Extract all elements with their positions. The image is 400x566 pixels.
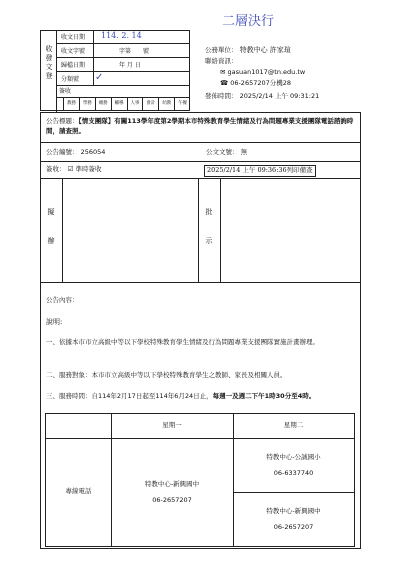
draft-label: 擬辦 (47, 208, 55, 266)
archive-date-value: 年 月 日 (119, 62, 141, 69)
category-label: 分類號 (61, 76, 80, 83)
dept-accounting: 會計 (143, 97, 159, 111)
publish-time: 發佈時間： 2025/2/14 上午 09:31:21 (205, 92, 320, 100)
contact-phone: ☎ 06-2657207分機28 (220, 79, 292, 87)
tuesday-cell-2 (233, 492, 354, 546)
contact-email: ✉ gasuan1017@tn.edu.tw (220, 68, 306, 76)
content-label: 公告內容： (46, 296, 79, 304)
paragraph-1: 一、依據本市市立高級中等以下學校特殊教育學生情緒及行為問題專業支援團隊實施計畫辦理。 (46, 338, 319, 346)
sign-check-icon: ☑ (67, 165, 74, 173)
dept-counseling: 輔導 (112, 97, 128, 111)
tuesday-name-1: 特教中心-公誠國小 (266, 453, 321, 461)
content-intro: 說明: (46, 318, 63, 326)
doc-type: 公文文號： 無 (206, 148, 248, 156)
signature-label: 簽收 (59, 88, 72, 95)
receipt-box (40, 30, 190, 111)
tuesday-name-2: 特教中心-新興國中 (266, 507, 321, 515)
table-header-empty (46, 414, 111, 438)
receipt-number-value: 字第 號 (119, 48, 150, 55)
dept-preschool: 幼教 (159, 97, 175, 111)
contact-label: 聯絡資訊： (205, 57, 238, 65)
check-mark-icon: ✓ (95, 72, 104, 83)
tuesday-phone-2: 06-2657207 (273, 523, 314, 531)
handwritten-note: 二層決行 (222, 14, 275, 29)
sender-unit: 公務單位： 特教中心 許家瑄 (205, 46, 291, 54)
dept-personnel: 人事 (128, 97, 144, 111)
paragraph-2: 二、服務對象：本市市立高級中等以下學校特殊教育學生之教師、家長及相關人員。 (46, 371, 287, 379)
tuesday-cell-1 (233, 438, 354, 492)
receipt-date-label: 收文日期 (61, 34, 86, 41)
phone-icon: ☎ (220, 79, 229, 87)
receipt-side-label: 收發文登 (45, 45, 53, 81)
dept-academic: 教務 (64, 97, 80, 111)
header-tuesday: 星期二 (283, 421, 304, 430)
doc-number: 公告編號： 256054 (46, 148, 106, 156)
receipt-date-value: 114. 2. 14 (101, 31, 142, 40)
receipt-number-label: 收文字號 (61, 48, 86, 55)
department-columns (56, 97, 190, 111)
signature-label-small (56, 97, 64, 111)
sign-status: 簽收： ☑ 準時簽收 (46, 165, 102, 173)
approve-label: 批示 (205, 208, 213, 266)
monday-cell (111, 438, 233, 546)
row-label-hotline: 專線電話 (65, 487, 92, 496)
schedule-table (45, 413, 355, 547)
archive-date-label: 歸檔日期 (61, 62, 86, 69)
dept-general-affairs: 總務 (96, 97, 112, 111)
paragraph-3: 三、服務時間：自114年2月17日起至114年6月24日止，每週一及週二下午1時30分至4時。 (46, 392, 316, 400)
subject: 公告標題：【情支團隊】有關113學年度第2學期本市特殊教育學生情緒及行為問題專業支援團隊電話諮詢時間，請查照。 (46, 117, 354, 135)
tuesday-phone-1: 06-6337740 (273, 469, 314, 477)
dept-lunch: 午餐 (178, 101, 188, 107)
email-icon: ✉ (220, 68, 226, 76)
print-time: 2025/2/14 上午 09:36:36列印備查 (204, 165, 316, 177)
header-monday: 星期一 (162, 421, 182, 430)
dept-student-affairs: 學務 (80, 97, 96, 111)
monday-phone: 06-2657207 (152, 496, 192, 504)
monday-name: 特教中心-新興國中 (144, 480, 200, 488)
